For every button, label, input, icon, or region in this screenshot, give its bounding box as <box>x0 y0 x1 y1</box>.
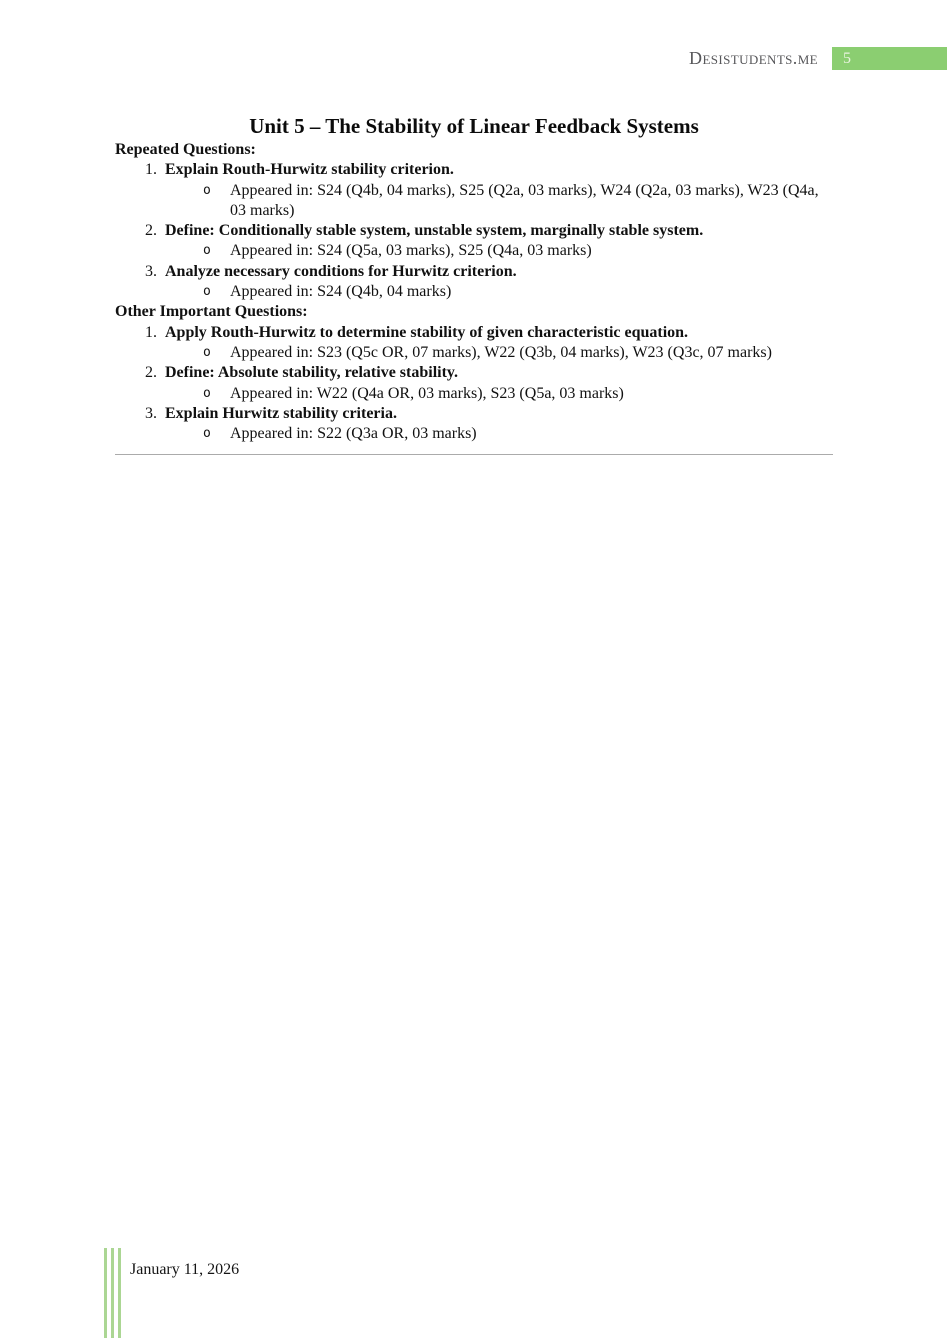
section-repeated-questions <box>115 140 833 302</box>
site-name: Desistudents.me <box>689 48 818 68</box>
question-text: Explain Hurwitz stability criteria. <box>165 404 397 422</box>
circle-bullet-icon: o <box>203 243 211 259</box>
circle-bullet-icon: o <box>203 426 211 442</box>
question-item <box>115 160 833 180</box>
question-text: Define: Conditionally stable system, unstable system, marginally stable system. <box>165 222 704 240</box>
page-title: Unit 5 – The Stability of Linear Feedback Systems <box>249 114 699 138</box>
page-number: 5 <box>843 49 851 67</box>
appeared-text: Appeared in: S23 (Q5c OR, 07 marks), W22 (Q3b, 04 marks), W23 (Q3c, 07 marks) <box>230 343 772 361</box>
question-item <box>115 323 833 343</box>
appeared-item <box>115 282 833 302</box>
question-number: 3. <box>145 404 157 422</box>
page-header <box>0 46 947 70</box>
question-item <box>115 404 833 424</box>
question-number: 1. <box>145 323 157 341</box>
page-number-badge <box>832 47 947 70</box>
appeared-text: Appeared in: S24 (Q5a, 03 marks), S25 (Q4a, 03 marks) <box>230 242 592 260</box>
appeared-text: Appeared in: S22 (Q3a OR, 03 marks) <box>230 425 477 443</box>
appeared-item <box>115 181 833 222</box>
section-heading: Repeated Questions: <box>115 141 256 158</box>
section-other-important-questions <box>115 302 833 444</box>
circle-bullet-icon: o <box>203 284 211 300</box>
appeared-item <box>115 343 833 363</box>
question-text: Analyze necessary conditions for Hurwitz criterion. <box>165 262 517 280</box>
question-number: 2. <box>145 364 157 382</box>
question-text: Explain Routh-Hurwitz stability criterion. <box>165 161 454 179</box>
appeared-item <box>115 424 833 444</box>
section-heading: Other Important Questions: <box>115 303 308 321</box>
question-number: 2. <box>145 222 157 240</box>
appeared-item <box>115 384 833 404</box>
question-item <box>115 221 833 241</box>
appeared-item <box>115 241 833 261</box>
footer-date: January 11, 2026 <box>130 1261 240 1278</box>
question-number: 1. <box>145 161 157 179</box>
question-item <box>115 363 833 383</box>
circle-bullet-icon: o <box>203 385 211 401</box>
appeared-text: Appeared in: S24 (Q4b, 04 marks), S25 (Q2a, 03 marks), W24 (Q2a, 03 marks), W23 (Q4a, 03 marks) <box>230 181 819 219</box>
question-text: Apply Routh-Hurwitz to determine stability of given characteristic equation. <box>165 323 689 341</box>
document-body <box>115 112 833 455</box>
question-item <box>115 262 833 282</box>
circle-bullet-icon: o <box>203 182 211 198</box>
question-text: Define: Absolute stability, relative stability. <box>165 364 459 382</box>
section-divider <box>115 454 833 455</box>
footer-accent-stripes-icon <box>104 1248 121 1338</box>
question-number: 3. <box>145 262 157 280</box>
appeared-text: Appeared in: W22 (Q4a OR, 03 marks), S23 (Q5a, 03 marks) <box>230 384 624 402</box>
appeared-text: Appeared in: S24 (Q4b, 04 marks) <box>230 283 452 301</box>
circle-bullet-icon: o <box>203 344 211 360</box>
